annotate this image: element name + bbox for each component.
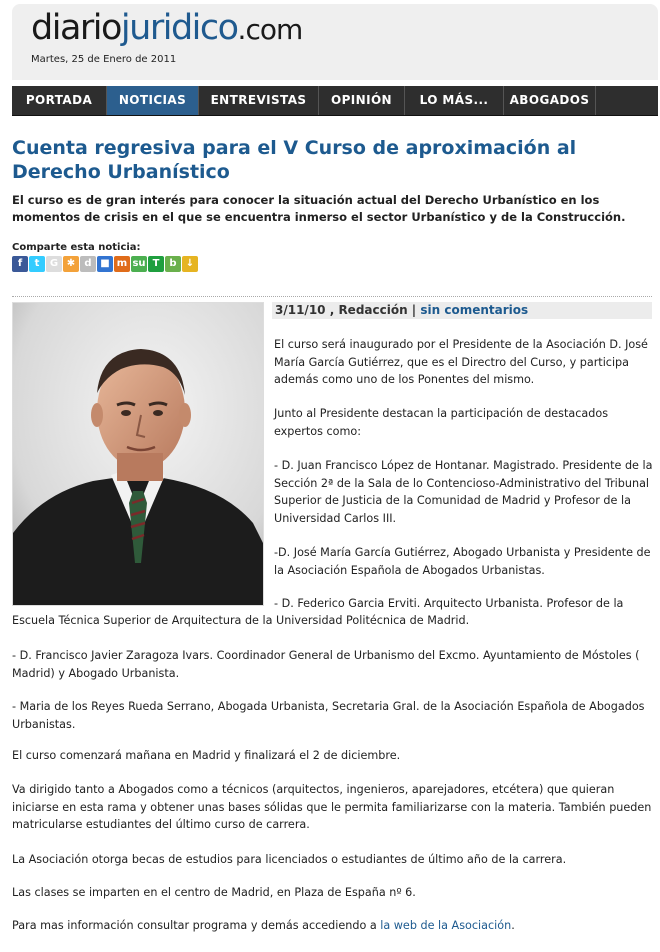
- nav-item-opinion[interactable]: OPINIÓN: [319, 86, 405, 115]
- technorati-icon[interactable]: T: [148, 256, 164, 272]
- paragraph-2: Junto al Presidente destacan la participación de destacados expertos como:: [274, 407, 609, 438]
- share-label: Comparte esta noticia:: [12, 242, 141, 253]
- share-icons-row: [12, 256, 198, 272]
- header-date: Martes, 25 de Enero de 2011: [31, 54, 177, 65]
- windows-live-icon[interactable]: ✱: [63, 256, 79, 272]
- nav-item-portada[interactable]: PORTADA: [12, 86, 107, 115]
- logo-part-3: .com: [237, 13, 303, 46]
- delicious-icon[interactable]: ■: [97, 256, 113, 272]
- paragraph-9: Va dirigido tanto a Abogados como a técnicos (arquitectos, ingenieros, aparejadores, etcétera) que quieran iniciarse en esta rama y obtener unas bases sólidas que le permita familiarizarse con la materia. También pueden matricularse estudiantes del último curso de carrera.: [12, 783, 652, 832]
- meneame-icon[interactable]: m: [114, 256, 130, 272]
- logo-part-2: juridico: [120, 8, 238, 48]
- nav-item-noticias[interactable]: NOTICIAS: [107, 86, 199, 115]
- paragraph-6: - D. Francisco Javier Zaragoza Ivars. Coordinador General de Urbanismo del Excmo. Ayuntamiento de Móstoles ( Madrid) y Abogado Urbanista.: [12, 649, 640, 680]
- paragraph-12: [12, 917, 652, 935]
- comments-link[interactable]: sin comentarios: [420, 303, 529, 317]
- paragraph-12-suffix: .: [511, 919, 515, 932]
- stumbleupon-icon[interactable]: su: [131, 256, 147, 272]
- digg-icon[interactable]: d: [80, 256, 96, 272]
- paragraph-3: - D. Juan Francisco López de Hontanar. Magistrado. Presidente de la Sección 2ª de la Sala de lo Contencioso-Administrativo del Tribunal Superior de Justicia de la Comunidad de Madrid y Profesor de la Universidad Carlos III.: [274, 459, 653, 525]
- site-logo[interactable]: [31, 8, 302, 48]
- paragraph-1: El curso será inaugurado por el Presidente de la Asociación D. José María García Gutiérrez, que es el Directro del Curso, y participa además como uno de los Ponentes del mismo.: [274, 338, 648, 387]
- paragraph-11: Las clases se imparten en el centro de Madrid, en Plaza de España nº 6.: [12, 886, 416, 899]
- article-photo: [12, 302, 264, 606]
- nav-item-abogados[interactable]: ABOGADOS: [504, 86, 596, 115]
- bitacoras-icon[interactable]: b: [165, 256, 181, 272]
- paragraph-8: El curso comenzará mañana en Madrid y finalizará el 2 de diciembre.: [12, 749, 401, 762]
- portrait-photo: [13, 303, 263, 605]
- article-title: Cuenta regresiva para el V Curso de aproximación al Derecho Urbanístico: [12, 137, 577, 183]
- nav-item-entrevistas[interactable]: ENTREVISTAS: [199, 86, 319, 115]
- meta-date: 3/11/10: [275, 303, 326, 317]
- nav-item-lo-mas[interactable]: LO MÁS...: [405, 86, 504, 115]
- download-icon[interactable]: ↓: [182, 256, 198, 272]
- facebook-icon[interactable]: f: [12, 256, 28, 272]
- paragraph-7: - Maria de los Reyes Rueda Serrano, Abogada Urbanista, Secretaria Gral. de la Asociación Española de Abogados Urbanistas.: [12, 700, 645, 731]
- google-icon[interactable]: G: [46, 256, 62, 272]
- main-nav: [12, 86, 658, 116]
- logo-part-1: diario: [31, 8, 121, 48]
- twitter-icon[interactable]: t: [29, 256, 45, 272]
- paragraph-5b: Escuela Técnica Superior de Arquitectura de la Universidad Politécnica de Madrid.: [12, 614, 470, 627]
- association-website-link[interactable]: la web de la Asociación: [380, 919, 512, 932]
- paragraph-10: La Asociación otorga becas de estudios para licenciados o estudiantes de último año de la carrera.: [12, 853, 567, 866]
- paragraph-12-text: Para mas información consultar programa y demás accediendo a: [12, 919, 381, 932]
- article-meta: [272, 302, 652, 319]
- paragraph-5a: - D. Federico Garcia Erviti. Arquitecto Urbanista. Profesor de la: [274, 597, 624, 610]
- divider: [12, 296, 652, 297]
- meta-author: , Redacción |: [329, 303, 417, 317]
- site-header: [12, 4, 658, 80]
- article-lede: El curso es de gran interés para conocer la situación actual del Derecho Urbanístico en los momentos de crisis en el que se encuentra inmerso el sector Urbanístico y de la Construcción.: [12, 193, 626, 224]
- paragraph-4: -D. José María García Gutiérrez, Abogado Urbanista y Presidente de la Asociación Española de Abogados Urbanistas.: [274, 546, 651, 577]
